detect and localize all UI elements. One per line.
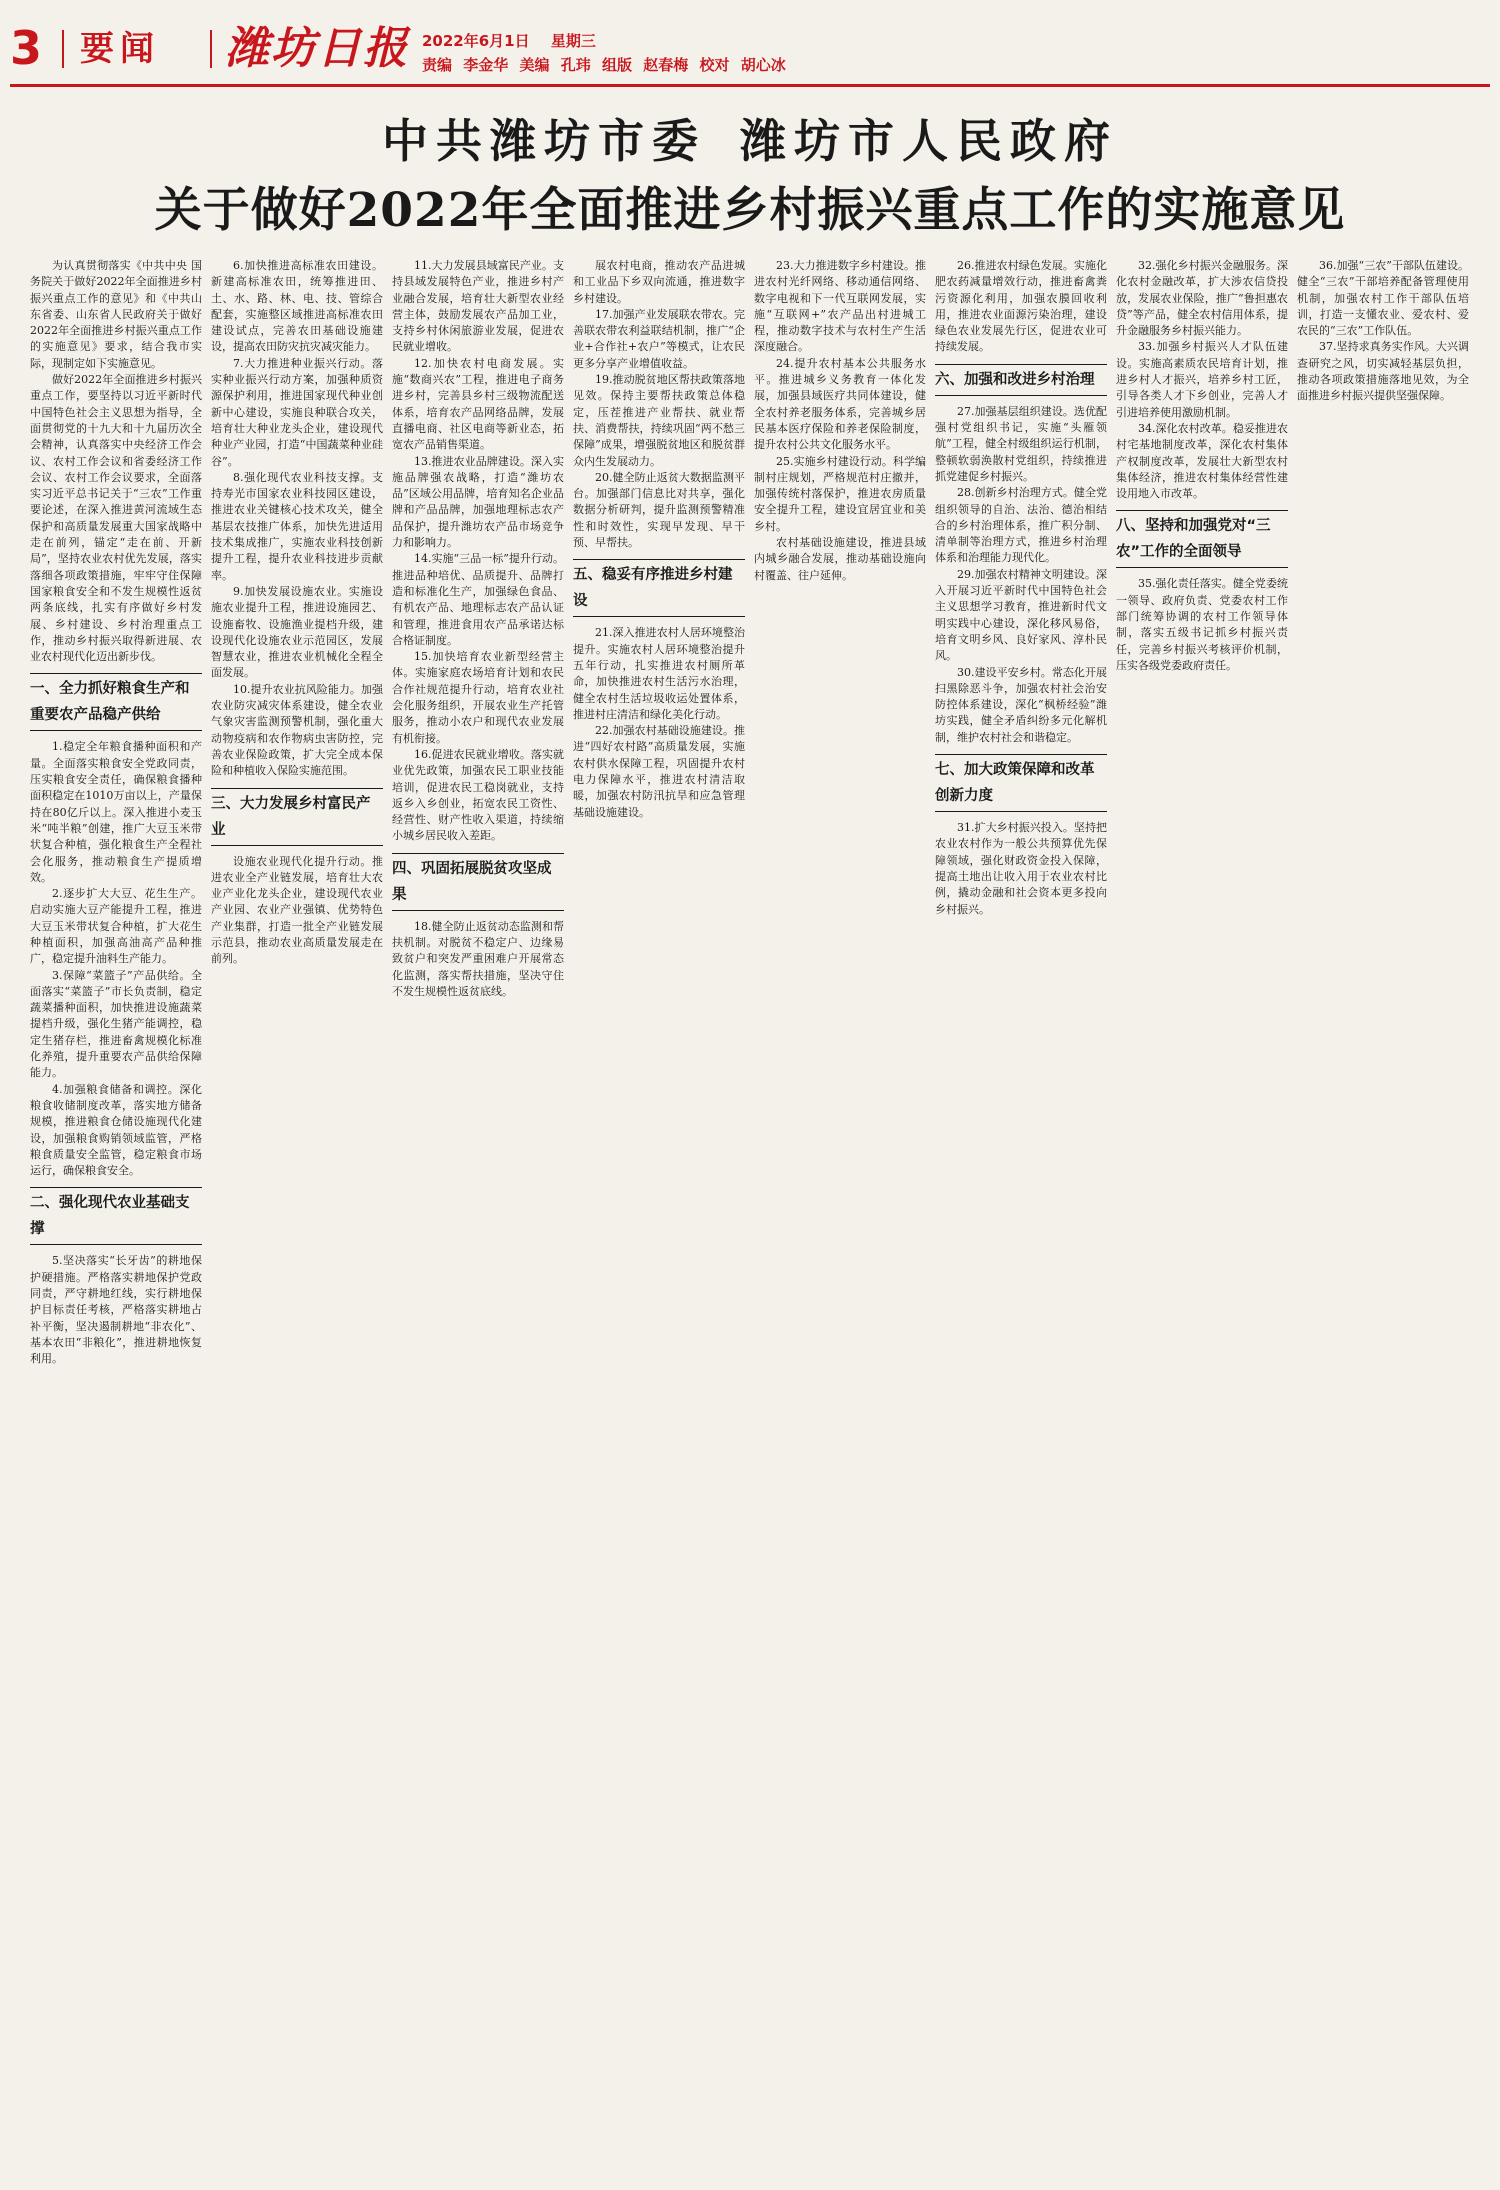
paragraph: 34.深化农村改革。稳妥推进农村宅基地制度改革，深化农村集体产权制度改革，发展壮大新型农村集体经济，推进农村集体经营性建设用地入市改革。 <box>1116 421 1288 501</box>
paragraph: 11.大力发展县域富民产业。支持县域发展特色产业，推进乡村产业融合发展，培育壮大新型农业经营主体，鼓励发展农产品加工业，支持乡村休闲旅游业发展，促进农民就业增收。 <box>392 259 564 354</box>
paragraph: 20.健全防止返贫大数据监测平台。加强部门信息比对共享，强化数据分析研判，提升监测预警精准性和时效性，实现早发现、早干预、早帮扶。 <box>573 470 745 550</box>
paragraph: 15.加快培育农业新型经营主体。实施家庭农场培育计划和农民合作社规范提升行动，培育农业社会化服务组织，开展农业生产托管服务，推动小农户和现代农业发展有机衔接。 <box>392 650 564 745</box>
article-column-2 <box>211 258 383 2178</box>
credit-person: 孔玮 <box>560 56 591 74</box>
headline-issuer-party: 中共潍坊市委 <box>382 114 706 168</box>
section-heading-5: 五、稳妥有序推进乡村建设 <box>573 559 745 617</box>
paragraph: 33.加强乡村振兴人才队伍建设。实施高素质农民培育计划，推进乡村人才振兴，培养乡村工匠，引导各类人才下乡创业，完善人才引进培养使用激励机制。 <box>1116 340 1288 419</box>
paragraph: 做好2022年全面推进乡村振兴重点工作，要坚持以习近平新时代中国特色社会主义思想为指导，全面贯彻党的十九大和十九届历次全会精神，认真落实中央经济工作会议、农村工作会议和省委经济工作会议、农村工作会议要求，全面落实习近平总书记关于“三农”工作重要论述，在深入推进黄河流域生态保护和高质量发展重大国家战略中走在前列，锚定“走在前、开新局”，坚持农业农村优先发展，落实落细各项政策措施，牢牢守住保障国家粮食安全和不发生规模性返贫两条底线，扎实有序做好乡村发展、乡村建设、乡村治理重点工作，推动乡村振兴取得新进展、农业农村现代化迈出新步伐。 <box>30 373 202 664</box>
paragraph: 12.加快农村电商发展。实施“数商兴农”工程，推进电子商务进乡村，完善县乡村三级物流配送体系，培育农产品网络品牌，发展直播电商、社区电商等新业态，拓宽农产品销售渠道。 <box>392 356 564 452</box>
paragraph: 16.促进农民就业增收。落实就业优先政策，加强农民工职业技能培训，促进农民工稳岗就业，支持返乡入乡创业，拓宽农民工资性、经营性、财产性收入渠道，持续缩小城乡居民收入差距。 <box>392 747 564 843</box>
credit-person: 胡心冰 <box>740 56 786 74</box>
article-column-3 <box>392 258 564 2178</box>
masthead-divider-2 <box>210 30 212 68</box>
paragraph: 27.加强基层组织建设。选优配强村党组织书记，实施“头雁领航”工程，健全村级组织运行机制，整顿软弱涣散村党组织，持续推进抓党建促乡村振兴。 <box>935 404 1107 483</box>
paragraph: 31.扩大乡村振兴投入。坚持把农业农村作为一般公共预算优先保障领域，强化财政资金投入保障，提高土地出让收入用于农业农村比例，撬动金融和社会资本更多投向乡村振兴。 <box>935 821 1107 916</box>
article-column-5 <box>754 258 926 2178</box>
paragraph: 10.提升农业抗风险能力。加强农业防灾减灾体系建设，健全农业气象灾害监测预警机制，强化重大动物疫病和农作物病虫害防控，完善农业保险政策，扩大完全成本保险和种植收入保险实施范围。 <box>211 682 383 778</box>
paragraph: 25.实施乡村建设行动。科学编制村庄规划，严格规范村庄撤并，加强传统村落保护，推进农房质量安全提升工程，建设宜居宜业和美乡村。 <box>754 454 926 533</box>
paragraph: 24.提升农村基本公共服务水平。推进城乡义务教育一体化发展，加强县域医疗共同体建设，健全农村养老服务体系，完善城乡居民基本医疗保险和养老保险制度，提升农村公共文化服务水平。 <box>754 356 926 452</box>
paragraph: 28.创新乡村治理方式。健全党组织领导的自治、法治、德治相结合的乡村治理体系，推广积分制、清单制等治理方式，推进乡村治理体系和治理能力现代化。 <box>935 486 1107 565</box>
section-heading-4: 四、巩固拓展脱贫攻坚成果 <box>392 853 564 911</box>
date-line <box>422 30 612 51</box>
paragraph: 4.加强粮食储备和调控。深化粮食收储制度改革，落实地方储备规模，推进粮食仓储设施现代化建设，加强粮食购销领域监管，严格粮食质量安全监管，稳定粮食市场运行，确保粮食安全。 <box>30 1082 202 1178</box>
paragraph: 1.稳定全年粮食播种面积和产量。全面落实粮食安全党政同责，压实粮食安全责任，确保粮食播种面积稳定在1010万亩以上，产量保持在80亿斤以上。深入推进小麦玉米“吨半粮”创建，推广大豆玉米带状复合种植，强化粮食生产全程社会化服务，推动粮食生产提质增效。 <box>30 740 202 884</box>
section-name: 要闻 <box>80 29 160 69</box>
paragraph: 22.加强农村基础设施建设。推进“四好农村路”高质量发展，实施农村供水保障工程，巩固提升农村电力保障水平，推进农村清洁取暖，加强农村防汛抗旱和应急管理基础设施建设。 <box>573 724 745 819</box>
paragraph: 9.加快发展设施农业。实施设施农业提升工程，推进设施园艺、设施畜牧、设施渔业提档升级，建设现代化设施农业示范园区，发展智慧农业，推进农业机械化全程全面发展。 <box>211 584 383 680</box>
paragraph: 26.推进农村绿色发展。实施化肥农药减量增效行动，推进畜禽粪污资源化利用，加强农膜回收利用，推进农业面源污染治理，建设绿色农业发展先行区，促进农业可持续发展。 <box>935 259 1107 354</box>
paragraph: 23.大力推进数字乡村建设。推进农村光纤网络、移动通信网络、数字电视和下一代互联网发展，实施“互联网+”农产品出村进城工程，推动数字技术与农村生产生活深度融合。 <box>754 259 926 354</box>
page-number: 3 <box>10 21 43 75</box>
weekday: 星期三 <box>550 32 596 50</box>
paragraph: 为认真贯彻落实《中共中央 国务院关于做好2022年全面推进乡村振兴重点工作的意见》和《中共山东省委、山东省人民政府关于做好2022年全面推进乡村振兴重点工作的实施意见》要求，结合我市实际，现制定如下实施意见。 <box>30 259 202 370</box>
paragraph: 7.大力推进种业振兴行动。落实种业振兴行动方案，加强种质资源保护利用，推进国家现代种业创新中心建设，实施良种联合攻关，培育壮大种业龙头企业，建设现代种业产业园，打造“中国蔬菜种业硅谷”。 <box>211 356 383 468</box>
article-column-4 <box>573 258 745 2178</box>
article-body <box>30 258 1470 2178</box>
paragraph: 37.坚持求真务实作风。大兴调查研究之风，切实减轻基层负担，推动各项政策措施落地见效，为全面推进乡村振兴提供坚强保障。 <box>1297 340 1469 403</box>
paragraph: 18.健全防止返贫动态监测和帮扶机制。对脱贫不稳定户、边缘易致贫户和突发严重困难户开展常态化监测，落实帮扶措施，坚决守住不发生规模性返贫底线。 <box>392 919 564 998</box>
section-heading-6: 六、加强和改进乡村治理 <box>935 364 1107 396</box>
section-heading-7: 七、加大政策保障和改革创新力度 <box>935 754 1107 812</box>
article-column-7 <box>1116 258 1288 2178</box>
paragraph: 3.保障“菜篮子”产品供给。全面落实“菜篮子”市长负责制，稳定蔬菜播种面积，加快推进设施蔬菜提档升级，强化生猪产能调控，稳定生猪存栏，推进畜禽规模化标准化养殖，提升重要农产品供给保障能力。 <box>30 968 202 1080</box>
headline-issuer-government: 潍坊市人民政府 <box>740 114 1118 168</box>
headline-issuers <box>0 108 1500 174</box>
paragraph: 29.加强农村精神文明建设。深入开展习近平新时代中国特色社会主义思想学习教育，推进新时代文明实践中心建设，深化移风易俗，培育文明乡风、良好家风、淳朴民风。 <box>935 567 1107 663</box>
paragraph: 17.加强产业发展联农带农。完善联农带农利益联结机制，推广“企业+合作社+农户”等模式，让农民更多分享产业增值收益。 <box>573 307 745 370</box>
date: 2022年6月1日 <box>422 32 530 50</box>
paragraph: 35.强化责任落实。健全党委统一领导、政府负责、党委农村工作部门统筹协调的农村工作领导体制，落实五级书记抓乡村振兴责任，完善乡村振兴考核评价机制，压实各级党委政府责任。 <box>1116 577 1288 672</box>
article-column-1 <box>30 258 202 2178</box>
section-heading-3: 三、大力发展乡村富民产业 <box>211 788 383 846</box>
credits-line <box>422 54 792 75</box>
article-column-6 <box>935 258 1107 2178</box>
section-heading-8: 八、坚持和加强党对“三农”工作的全面领导 <box>1116 510 1288 568</box>
credit-person: 赵春梅 <box>643 56 689 74</box>
credit-person: 李金华 <box>463 56 509 74</box>
masthead <box>10 0 1490 90</box>
paragraph: 30.建设平安乡村。常态化开展扫黑除恶斗争，加强农村社会治安防控体系建设，深化“枫桥经验”潍坊实践，健全矛盾纠纷多元化解机制，维护农村社会和谐稳定。 <box>935 665 1107 744</box>
credit-role: 组版 <box>602 56 633 74</box>
paragraph: 农村基础设施建设，推进县域内城乡融合发展，推动基础设施向村覆盖、往户延伸。 <box>754 536 926 582</box>
paragraph: 14.实施“三品一标”提升行动。推进品种培优、品质提升、品牌打造和标准化生产，加强绿色食品、有机农产品、地理标志农产品认证和管理，推进食用农产品承诺达标合格证制度。 <box>392 552 564 647</box>
paragraph: 设施农业现代化提升行动。推进农业全产业链发展，培育壮大农业产业化龙头企业，建设现代农业产业园、农业产业强镇、优势特色产业集群，打造一批全产业链发展示范县，推动农业高质量发展走在前列。 <box>211 854 383 966</box>
paragraph: 36.加强“三农”干部队伍建设。健全“三农”干部培养配备管理使用机制，加强农村工作干部队伍培训，打造一支懂农业、爱农村、爱农民的“三农”工作队伍。 <box>1297 259 1469 338</box>
credit-role: 校对 <box>699 56 730 74</box>
article-column-8 <box>1297 258 1469 2178</box>
paragraph: 19.推动脱贫地区帮扶政策落地见效。保持主要帮扶政策总体稳定，压茬推进产业帮扶、就业帮扶、消费帮扶，持续巩固“两不愁三保障”成果，增强脱贫地区和脱贫群众内生发展动力。 <box>573 373 745 468</box>
paragraph: 展农村电商，推动农产品进城和工业品下乡双向流通，推进数字乡村建设。 <box>573 259 745 305</box>
paragraph: 13.推进农业品牌建设。深入实施品牌强农战略，打造“潍坊农品”区域公用品牌，培育知名企业品牌和产品品牌，加强地理标志农产品保护，提升潍坊农产品市场竞争力和影响力。 <box>392 454 564 550</box>
section-heading-2: 二、强化现代农业基础支撑 <box>30 1187 202 1245</box>
section-heading-1: 一、全力抓好粮食生产和重要农产品稳产供给 <box>30 673 202 731</box>
paragraph: 6.加快推进高标准农田建设。新建高标准农田，统筹推进田、土、水、路、林、电、技、管综合配套，实施整区域推进高标准农田建设试点，完善农田基础设施建设，提高农田防灾抗灾减灾能力。 <box>211 259 383 354</box>
headline-title: 关于做好2022年全面推进乡村振兴重点工作的实施意见 <box>154 183 1346 238</box>
newspaper-name: 潍坊日报 <box>225 23 409 74</box>
paragraph: 32.强化乡村振兴金融服务。深化农村金融改革，扩大涉农信贷投放，发展农业保险，推广“鲁担惠农贷”等产品，健全农村信用体系，提升金融服务乡村振兴能力。 <box>1116 259 1288 338</box>
masthead-rule <box>10 84 1490 87</box>
masthead-divider <box>62 30 64 68</box>
credit-role: 责编 <box>422 56 453 74</box>
paragraph: 5.坚决落实“长牙齿”的耕地保护硬措施。严格落实耕地保护党政同责，严守耕地红线，实行耕地保护目标责任考核，严格落实耕地占补平衡，坚决遏制耕地“非农化”、基本农田“非粮化”，推进耕地恢复利用。 <box>30 1254 202 1366</box>
paragraph: 2.逐步扩大大豆、花生生产。启动实施大豆产能提升工程，推进大豆玉米带状复合种植，扩大花生种植面积，加强高油高产品种推广，稳定提升油料生产能力。 <box>30 887 202 966</box>
credit-role: 美编 <box>519 56 550 74</box>
paragraph: 21.深入推进农村人居环境整治提升。实施农村人居环境整治提升五年行动，扎实推进农村厕所革命，加快推进农村生活污水治理，健全农村生活垃圾收运处置体系，推进村庄清洁和绿化美化行动。 <box>573 626 745 721</box>
paragraph: 8.强化现代农业科技支撑。支持寿光市国家农业科技园区建设，推进农业关键核心技术攻关，健全基层农技推广体系，加快先进适用技术集成推广，实施农业科技创新提升工程，提升农业科技进步贡献率。 <box>211 470 383 582</box>
